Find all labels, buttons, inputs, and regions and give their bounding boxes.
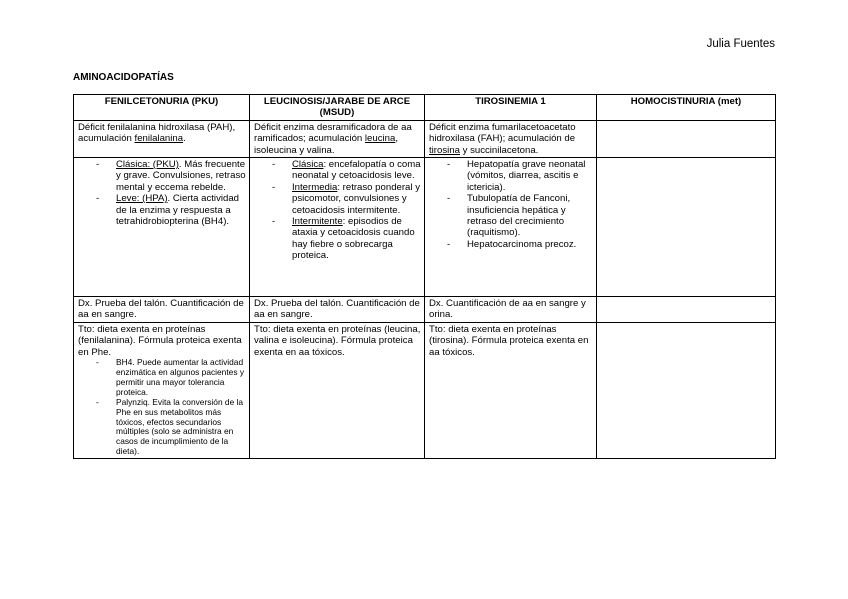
list-item: - BH4. Puede aumentar la actividad enzimática en algunos pacientes y permitir una mayor tolerancia proteica. xyxy=(78,358,246,398)
list-item: - Palynziq. Evita la conversión de la Phe en sus metabolitos más tóxicos, efectos secundarios múltiples (solo se administra en casos de incumplimiento de la dieta). xyxy=(78,398,246,457)
cell-tyr-dx: Dx. Cuantificación de aa en sangre y orina. xyxy=(425,297,597,323)
list-item: - Hepatopatía grave neonatal (vómitos, diarrea, ascitis e ictericia). xyxy=(429,159,593,193)
cell-homo-forms xyxy=(597,158,776,297)
list-item: - Clásica: encefalopatía o coma neonatal y cetoacidosis leve. xyxy=(254,159,421,182)
cell-homo-deficit xyxy=(597,120,776,157)
cell-homo-tto xyxy=(597,322,776,458)
list-item: - Clásica: (PKU). Más frecuente y grave. Convulsiones, retraso mental y eccema rebelde. xyxy=(78,159,246,193)
document-title: AMINOACIDOPATÍAS xyxy=(73,72,174,83)
header-homocistinuria: HOMOCISTINURIA (met) xyxy=(597,95,776,121)
cell-pku-tto xyxy=(74,322,250,458)
cell-msud-forms xyxy=(250,158,425,297)
cell-msud-deficit: Déficit enzima desramificadora de aa ramificados; acumulación leucina, isoleucina y valina. xyxy=(250,120,425,157)
table-row-deficit xyxy=(74,120,776,157)
table-row-diagnosis xyxy=(74,297,776,323)
cell-msud-tto: Tto: dieta exenta en proteínas (leucina, valina e isoleucina). Fórmula proteica exenta en aa tóxicos. xyxy=(250,322,425,458)
list-item: - Intermitente: episodios de ataxia y cetoacidosis cuando hay fiebre o sobrecarga proteica. xyxy=(254,216,421,262)
cell-pku-deficit: Déficit fenilalanina hidroxilasa (PAH), acumulación fenilalanina. xyxy=(74,120,250,157)
cell-tyr-tto: Tto: dieta exenta en proteínas (tirosina). Fórmula proteica exenta en aa tóxicos. xyxy=(425,322,597,458)
pku-treatment-text: Tto: dieta exenta en proteínas (fenilalanina). Fórmula proteica exenta en Phe. xyxy=(78,323,242,358)
header-msud: LEUCINOSIS/JARABE DE ARCE (MSUD) xyxy=(250,95,425,121)
aminoacidopathies-table xyxy=(73,94,776,459)
list-item: - Intermedia: retraso ponderal y psicomotor, convulsiones y cetoacidosis intermitente. xyxy=(254,182,421,216)
cell-pku-forms xyxy=(74,158,250,297)
author-name: Julia Fuentes xyxy=(706,38,775,50)
list-item: - Leve: (HPA). Cierta actividad de la enzima y respuesta a tetrahidrobiopterina (BH4). xyxy=(78,193,246,227)
cell-msud-dx: Dx. Prueba del talón. Cuantificación de aa en sangre. xyxy=(250,297,425,323)
table-row-forms xyxy=(74,158,776,297)
cell-homo-dx xyxy=(597,297,776,323)
cell-pku-dx: Dx. Prueba del talón. Cuantificación de aa en sangre. xyxy=(74,297,250,323)
list-item: - Hepatocarcinoma precoz. xyxy=(429,239,593,250)
header-pku: FENILCETONURIA (PKU) xyxy=(74,95,250,121)
cell-tyr-forms xyxy=(425,158,597,297)
table-header-row xyxy=(74,95,776,121)
list-item: - Tubulopatía de Fanconi, insuficiencia hepática y retraso del crecimiento (raquitismo). xyxy=(429,193,593,239)
table-row-treatment xyxy=(74,322,776,458)
header-tirosinemia: TIROSINEMIA 1 xyxy=(425,95,597,121)
cell-tyr-deficit: Déficit enzima fumarilacetoacetato hidroxilasa (FAH); acumulación de tirosina y succinilacetona. xyxy=(425,120,597,157)
